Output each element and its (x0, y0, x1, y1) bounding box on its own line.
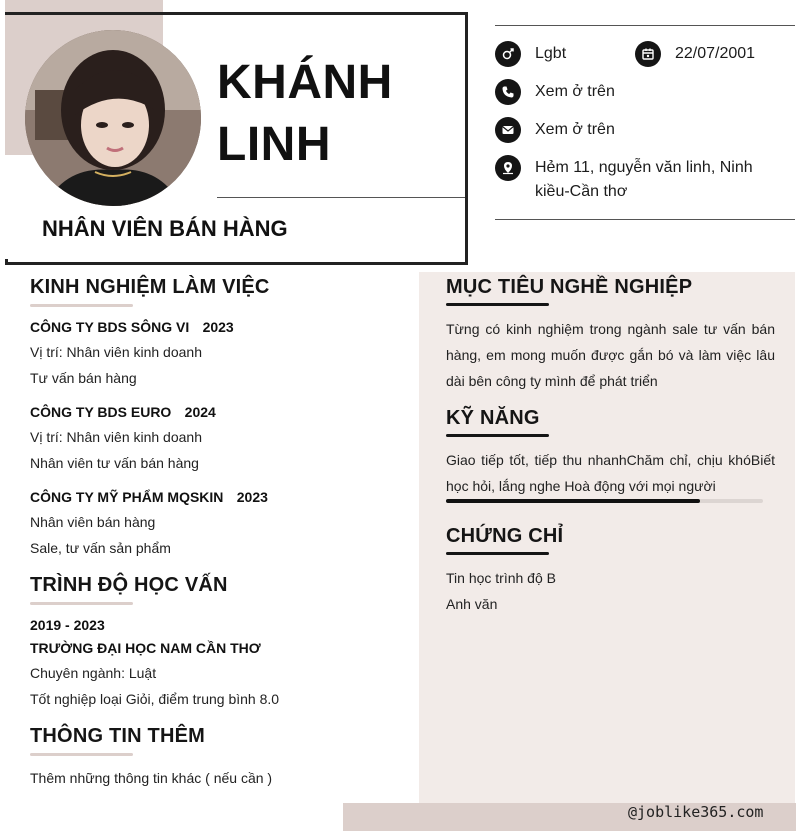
experience-underline (30, 304, 133, 307)
experience-item (30, 319, 234, 337)
birthday-text: 22/07/2001 (675, 45, 756, 62)
gender-text: Lgbt (535, 45, 567, 62)
education-title: TRÌNH ĐỘ HỌC VẤN (30, 574, 228, 596)
experience-line: Nhân viên tư vấn bán hàng (30, 455, 199, 471)
phone-text: Xem ở trên (535, 83, 615, 100)
contact-divider-bottom (495, 219, 795, 220)
footer-handle: @joblike365.com (628, 803, 764, 821)
objective-text: Từng có kinh nghiệm trong ngành sale tư vấn bán hàng, em mong muốn được gắn bó và làm việc lâu dài bên công ty mình để phát triển (446, 321, 775, 389)
company-year: 2024 (184, 404, 216, 420)
certificate-item: Tin học trình độ B (446, 570, 556, 586)
gender-icon (495, 41, 521, 67)
name-line-1: KHÁNH (217, 56, 393, 109)
skills-underline (446, 434, 549, 437)
certificate-item: Anh văn (446, 596, 498, 612)
name-divider (217, 197, 465, 198)
experience-line: Vị trí: Nhân viên kinh doanh (30, 344, 202, 360)
email-text: Xem ở trên (535, 121, 615, 138)
company-year: 2023 (202, 319, 234, 335)
skills-title: KỸ NĂNG (446, 407, 540, 429)
calendar-icon (635, 41, 661, 67)
extra-title: THÔNG TIN THÊM (30, 725, 206, 747)
location-icon (495, 155, 521, 181)
objective-title: MỤC TIÊU NGHỀ NGHIỆP (446, 276, 693, 298)
company-year: 2023 (236, 489, 268, 505)
address-line-1: Hẻm 11, nguyễn văn linh, Ninh (535, 159, 753, 176)
experience-title: KINH NGHIỆM LÀM VIỆC (30, 276, 270, 298)
name-line-2: LINH (217, 118, 331, 171)
candidate-name (217, 52, 457, 176)
education-major: Chuyên ngành: Luật (30, 665, 157, 681)
certificates-underline (446, 552, 549, 555)
address-line-2: kiều-Cần thơ (535, 183, 628, 200)
extra-text: Thêm những thông tin khác ( nếu cần ) (30, 770, 273, 786)
objective-underline (446, 303, 549, 306)
company-name: CÔNG TY BDS SÔNG VI (30, 319, 190, 335)
email-icon (495, 117, 521, 143)
education-result: Tốt nghiệp loại Giỏi, điểm trung bình 8.0 (30, 691, 280, 707)
experience-item (30, 489, 268, 507)
job-title: NHÂN VIÊN BÁN HÀNG (42, 216, 288, 241)
phone-icon (495, 79, 521, 105)
education-years: 2019 - 2023 (30, 617, 105, 633)
education-underline (30, 602, 133, 605)
experience-line: Nhân viên bán hàng (30, 514, 156, 530)
school-name: TRƯỜNG ĐẠI HỌC NAM CẦN THƠ (30, 640, 261, 656)
certificates-title: CHỨNG CHỈ (446, 525, 564, 547)
experience-line: Vị trí: Nhân viên kinh doanh (30, 429, 202, 445)
company-name: CÔNG TY BDS EURO (30, 404, 172, 420)
contact-divider-top (495, 25, 795, 26)
skills-text: Giao tiếp tốt, tiếp thu nhanhChăm chỉ, chịu khóBiết học hỏi, lắng nghe Hoà động với mọi người (446, 452, 775, 494)
header-frame-bottom-left (5, 259, 8, 262)
experience-item (30, 404, 216, 422)
avatar (25, 30, 201, 206)
extra-underline (30, 753, 133, 756)
skill-level-bar (446, 499, 763, 503)
skill-level-fill (446, 499, 700, 503)
experience-line: Tư vấn bán hàng (30, 370, 137, 386)
company-name: CÔNG TY MỸ PHẨM MQSKIN (30, 489, 224, 505)
experience-line: Sale, tư vấn sản phẩm (30, 540, 171, 556)
